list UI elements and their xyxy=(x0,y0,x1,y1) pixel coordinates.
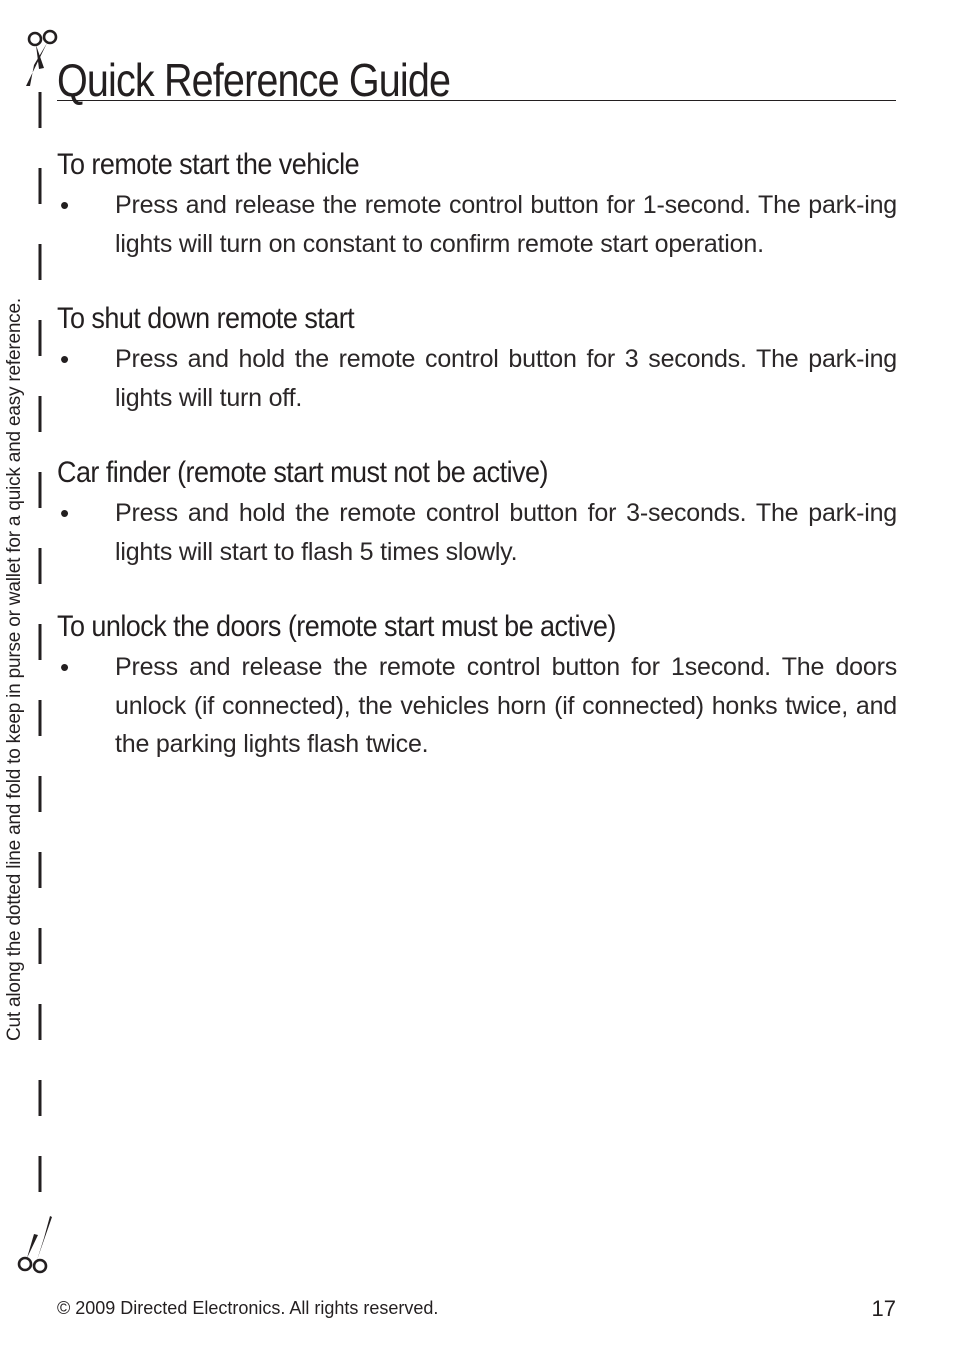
instruction-text: Press and hold the remote control button for 3-seconds. The park-ing lights will start to flash 5 times slowly. xyxy=(115,499,897,566)
instruction-text: Press and hold the remote control button for 3 seconds. The park-ing lights will turn off. xyxy=(115,345,897,412)
copyright-notice: © 2009 Directed Electronics. All rights reserved. xyxy=(57,1298,439,1318)
section-unlock-doors xyxy=(57,608,897,764)
section-remote-start xyxy=(57,146,897,263)
instruction-text: Press and release the remote control button for 1second. The doors unlock (if connected), the vehicles horn (if connected) honks twice, and the parking lights flash twice. xyxy=(115,653,897,758)
title-divider xyxy=(57,100,896,101)
section-heading: To shut down remote start xyxy=(57,302,355,335)
section-car-finder xyxy=(57,454,897,571)
scissors-icon xyxy=(14,1216,64,1274)
section-shut-down xyxy=(57,300,897,417)
page-title: Quick Reference Guide xyxy=(57,54,451,106)
list-item xyxy=(57,186,897,263)
bullet-icon: • xyxy=(60,190,70,220)
cut-instructions: Cut along the dotted line and fold to keep in purse or wallet for a quick and easy reference. xyxy=(4,298,25,1042)
section-heading: Car finder (remote start must not be active) xyxy=(57,456,548,489)
section-heading: To unlock the doors (remote start must be active) xyxy=(57,610,616,643)
bullet-icon: • xyxy=(60,652,70,682)
bullet-icon: • xyxy=(60,344,70,374)
list-item xyxy=(57,648,897,764)
list-item xyxy=(57,340,897,417)
instruction-text: Press and release the remote control button for 1-second. The park-ing lights will turn on constant to confirm remote start operation. xyxy=(115,191,897,258)
cut-line xyxy=(38,92,42,1222)
list-item xyxy=(57,494,897,571)
bullet-icon: • xyxy=(60,498,70,528)
page-number: 17 xyxy=(871,1296,896,1321)
section-heading: To remote start the vehicle xyxy=(57,148,360,181)
